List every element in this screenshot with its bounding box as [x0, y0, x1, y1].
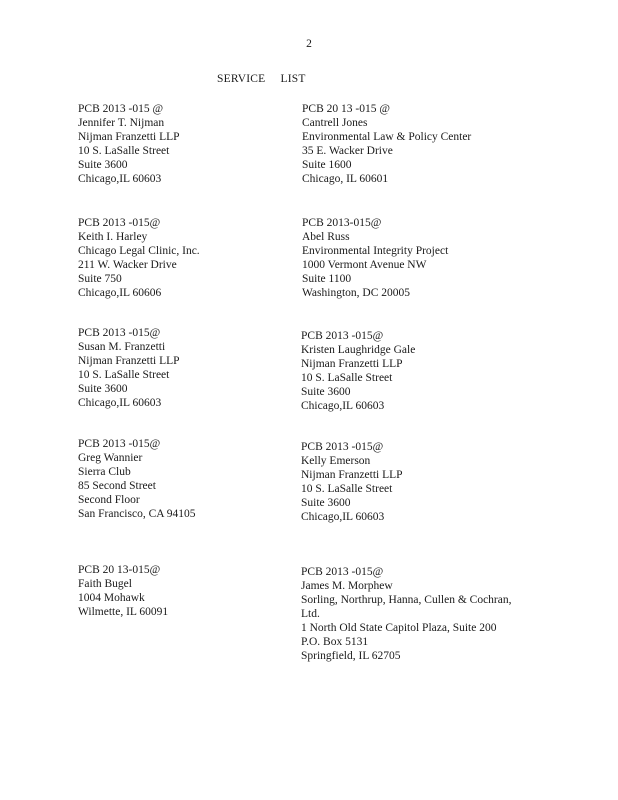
service-entry [78, 563, 168, 619]
entry-line: Chicago Legal Clinic, Inc. [78, 245, 200, 257]
page-number: 2 [306, 38, 312, 50]
entry-line: 1004 Mohawk [78, 592, 145, 604]
entry-line: Sorling, Northrup, Hanna, Cullen & Cochran, Ltd. [301, 594, 512, 620]
entry-line: 85 Second Street [78, 480, 156, 492]
entry-line: Jennifer T. Nijman [78, 117, 165, 129]
entry-line: 1000 Vermont Avenue NW [302, 259, 427, 271]
entry-line: 10 S. LaSalle Street [78, 145, 170, 157]
entry-line: 1 North Old State Capitol Plaza, Suite 200 [301, 622, 497, 634]
entry-line: Suite 3600 [78, 383, 128, 395]
entry-line: PCB 2013 -015@ [78, 327, 161, 339]
entry-line: Suite 3600 [78, 159, 128, 171]
entry-line: 10 S. LaSalle Street [301, 372, 393, 384]
entry-line: 211 W. Wacker Drive [78, 259, 177, 271]
entry-line: Suite 3600 [301, 386, 351, 398]
entry-line: Cantrell Jones [302, 117, 368, 129]
entry-line: Washington, DC 20005 [302, 287, 411, 299]
entry-line: 35 E. Wacker Drive [302, 145, 393, 157]
entry-line: Nijman Franzetti LLP [78, 355, 180, 367]
entry-line: Nijman Franzetti LLP [301, 469, 403, 481]
entry-line: Environmental Integrity Project [302, 245, 449, 257]
service-entry [302, 216, 448, 300]
page-title: SERVICE LIST [217, 73, 306, 85]
entry-line: Chicago,IL 60603 [78, 173, 162, 185]
entry-line: Suite 750 [78, 273, 122, 285]
entry-line: Chicago,IL 60603 [78, 397, 162, 409]
service-entry [78, 216, 200, 300]
entry-line: Greg Wannier [78, 452, 143, 464]
service-entry [78, 326, 180, 410]
entry-line: 10 S. LaSalle Street [301, 483, 393, 495]
entry-line: Chicago,IL 60606 [78, 287, 162, 299]
entry-line: Sierra Club [78, 466, 131, 478]
entry-line: Kelly Emerson [301, 455, 371, 467]
entry-line: Nijman Franzetti LLP [301, 358, 403, 370]
entry-line: Wilmette, IL 60091 [78, 606, 169, 618]
entry-line: PCB 2013 -015@ [301, 441, 384, 453]
entry-line: Keith I. Harley [78, 231, 148, 243]
entry-line: Abel Russ [302, 231, 350, 243]
entry-line: Kristen Laughridge Gale [301, 344, 416, 356]
entry-line: Nijman Franzetti LLP [78, 131, 180, 143]
entry-line: PCB 2013 -015@ [301, 330, 384, 342]
entry-line: Chicago,IL 60603 [301, 511, 385, 523]
entry-line: 10 S. LaSalle Street [78, 369, 170, 381]
entry-line: San Francisco, CA 94105 [78, 508, 196, 520]
entry-line: Faith Bugel [78, 578, 132, 590]
entry-line: Suite 1600 [302, 159, 352, 171]
entry-line: Chicago, IL 60601 [302, 173, 389, 185]
entry-line: Suite 3600 [301, 497, 351, 509]
service-entry [78, 437, 196, 521]
service-entry [301, 565, 531, 663]
entry-line: Environmental Law & Policy Center [302, 131, 472, 143]
entry-line: PCB 20 13-015@ [78, 564, 161, 576]
entry-line: PCB 2013 -015 @ [78, 103, 164, 115]
service-entry [302, 102, 471, 186]
entry-line: James M. Morphew [301, 580, 393, 592]
entry-line: PCB 2013 -015@ [78, 217, 161, 229]
entry-line: Chicago,IL 60603 [301, 400, 385, 412]
entry-line: PCB 2013 -015@ [78, 438, 161, 450]
entry-line: PCB 2013 -015@ [301, 566, 384, 578]
entry-line: PCB 2013-015@ [302, 217, 382, 229]
entry-line: Suite 1100 [302, 273, 352, 285]
entry-line: Second Floor [78, 494, 140, 506]
service-entry [301, 440, 403, 524]
entry-line: Susan M. Franzetti [78, 341, 166, 353]
entry-line: P.O. Box 5131 [301, 636, 369, 648]
entry-line: PCB 20 13 -015 @ [302, 103, 390, 115]
service-entry [78, 102, 180, 186]
entry-line: Springfield, IL 62705 [301, 650, 401, 662]
service-entry [301, 329, 415, 413]
